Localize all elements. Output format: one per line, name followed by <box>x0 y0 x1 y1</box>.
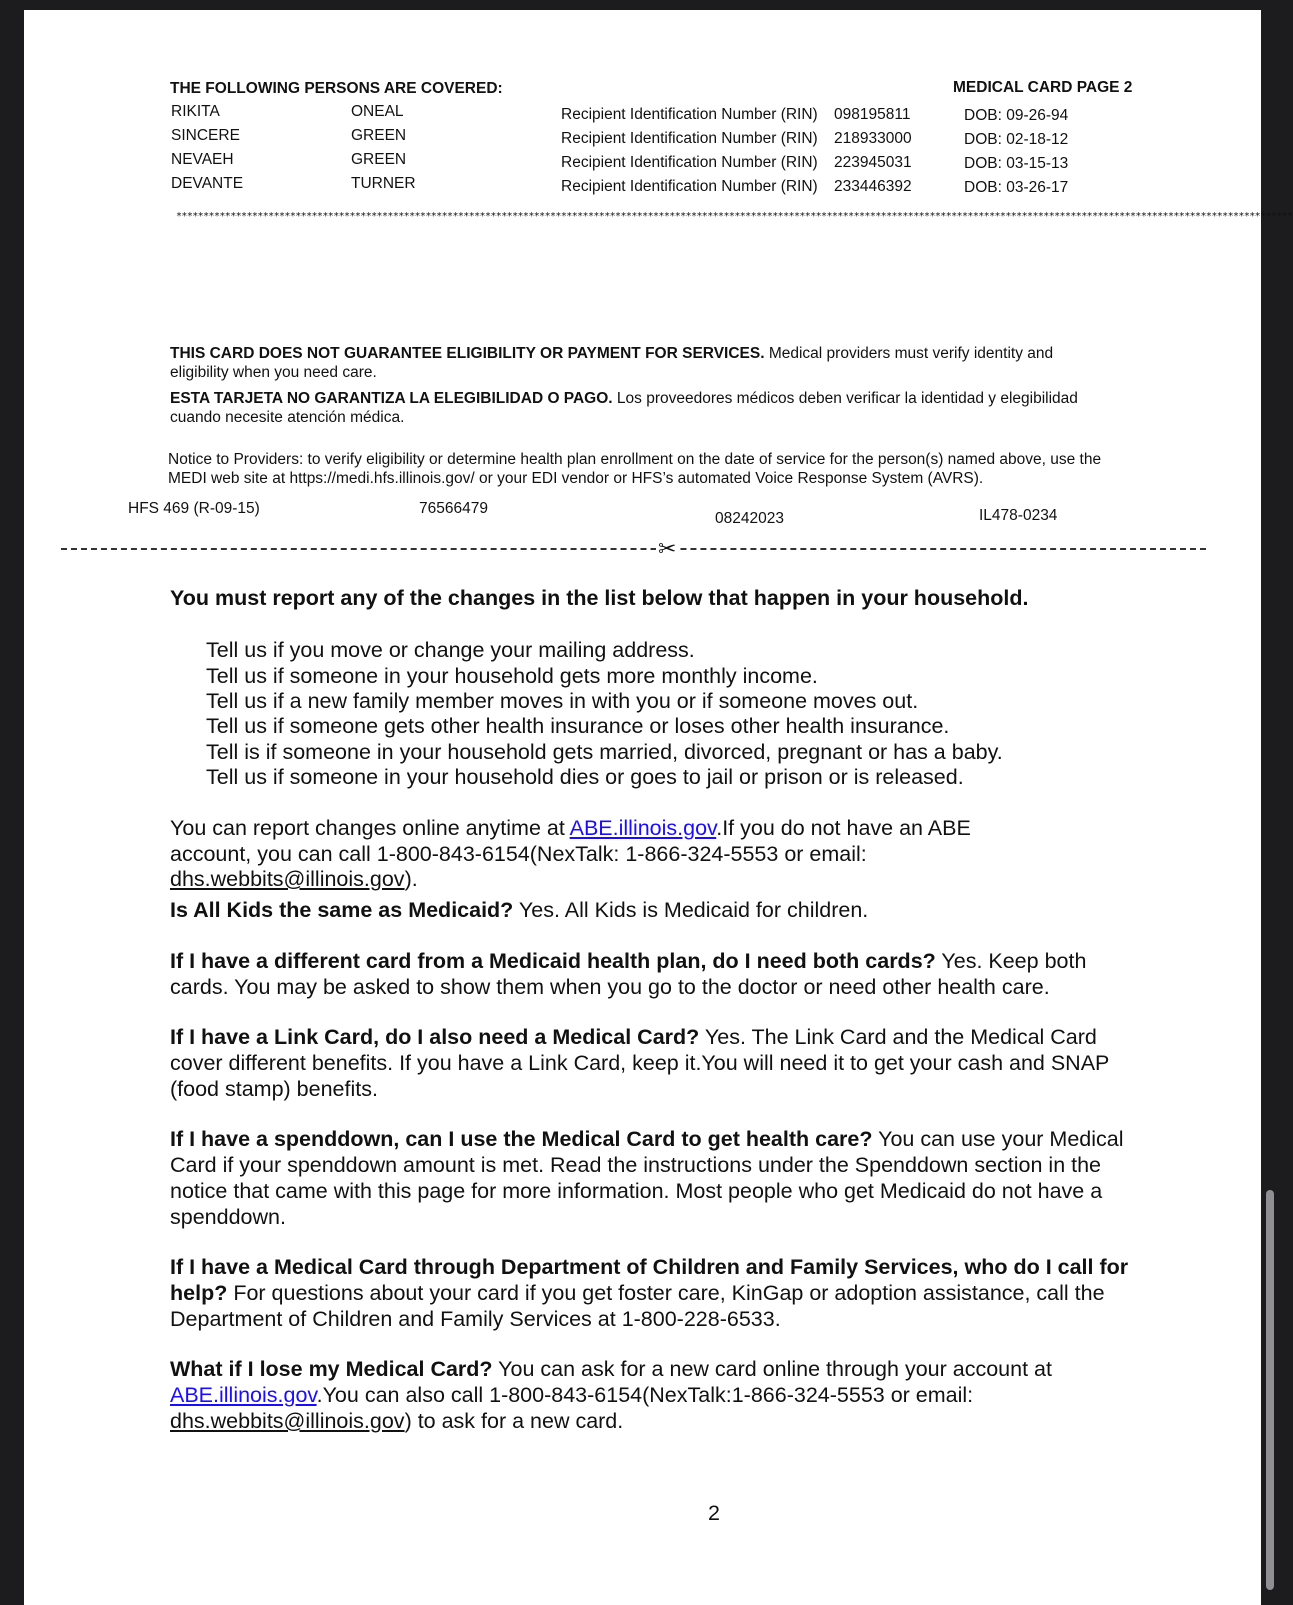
faq-answer: Yes. The Link Card and the Medical Card cover different benefits. If you have a Link Card, keep it.You will need it to get your cash and SNAP (food stamp) benefits. <box>170 1025 1109 1101</box>
last-name: GREEN <box>351 151 407 168</box>
disclaimer-es-bold: ESTA TARJETA NO GARANTIZA LA ELEGIBILIDAD O PAGO. <box>170 390 613 407</box>
faq-answer: Yes. Keep both cards. You may be asked to show them when you go to the doctor or need other health care. <box>170 949 1087 999</box>
faq-question: If I have a Link Card, do I also need a Medical Card? <box>170 1025 700 1049</box>
first-name: SINCERE <box>171 127 240 144</box>
rin-value: 218933000 <box>834 130 912 147</box>
rin-label: Recipient Identification Number (RIN) <box>561 106 818 123</box>
email-link-2[interactable]: dhs.webbits@illinois.gov <box>170 1409 405 1433</box>
dob: DOB: 02-18-12 <box>964 131 1069 148</box>
faq-item <box>170 1126 1150 1230</box>
first-name: DEVANTE <box>171 175 244 192</box>
faq-answer: Yes. All Kids is Medicaid for children. <box>513 898 869 922</box>
online-text: You can report changes online anytime at <box>170 816 570 840</box>
faq-answer: You can use your Medical Card if your spenddown amount is met. Read the instructions under the Spenddown section in the notice that came with this page for more information. Most people who get Medicaid do not have a spenddown. <box>170 1127 1124 1229</box>
lost-card-answer-cont: .You can also call 1-800-843-6154(NexTalk:1-866-324-5553 or email: <box>316 1383 974 1407</box>
faq-answer: For questions about your card if you get foster care, KinGap or adoption assistance, call the Department of Children and Family Services at 1-800-228-6533. <box>170 1281 1105 1331</box>
covered-heading: THE FOLLOWING PERSONS ARE COVERED: <box>170 80 503 97</box>
rin-value: 098195811 <box>834 106 911 123</box>
lost-card-item <box>170 1356 1150 1434</box>
faq-item <box>170 1254 1150 1332</box>
first-name: RIKITA <box>171 103 220 120</box>
form-number: HFS 469 (R-09-15) <box>128 500 260 517</box>
list-item: Tell us if a new family member moves in with you or if someone moves out. <box>206 689 919 713</box>
online-text-cont: .If you do not have an ABE <box>716 816 971 840</box>
list-item: Tell us if you move or change your mailing address. <box>206 638 695 662</box>
last-name: ONEAL <box>351 103 404 120</box>
last-name: TURNER <box>351 175 416 192</box>
rin-value: 223945031 <box>834 154 912 171</box>
disclaimer-en-bold: THIS CARD DOES NOT GUARANTEE ELIGIBILITY OR PAYMENT FOR SERVICES. <box>170 345 765 362</box>
lost-card-answer: You can ask for a new card online through your account at <box>492 1357 1052 1381</box>
online-report-line3 <box>170 866 418 892</box>
dob: DOB: 03-15-13 <box>964 155 1069 172</box>
online-report-line2: account, you can call 1-800-843-6154(NexTalk: 1-866-324-5553 or email: <box>170 842 867 866</box>
rin-value: 233446392 <box>834 178 912 195</box>
faq-question: If I have a Medical Card through Department of Children and Family Services, who do I call for help? <box>170 1255 1129 1305</box>
faq-item <box>170 1024 1150 1102</box>
online-end: ). <box>404 867 418 891</box>
faq-question: If I have a different card from a Medicaid health plan, do I need both cards? <box>170 949 936 973</box>
asterisk-separator: ************************************************************************************************************************************************************************************************************** <box>176 211 1293 222</box>
online-report-line1 <box>170 815 971 841</box>
rin-label: Recipient Identification Number (RIN) <box>561 154 818 171</box>
faq-question: Is All Kids the same as Medicaid? <box>170 898 514 922</box>
page-number: 2 <box>708 1501 720 1525</box>
vertical-scrollbar[interactable] <box>1266 1190 1274 1590</box>
faq-item <box>170 948 1150 1000</box>
page-label: MEDICAL CARD PAGE 2 <box>953 79 1133 96</box>
list-item: Tell is if someone in your household gets married, divorced, pregnant or has a baby. <box>206 740 1003 764</box>
report-heading: You must report any of the changes in the list below that happen in your household. <box>170 586 1029 610</box>
disclaimer-es-line2: cuando necesite atención médica. <box>170 409 405 426</box>
first-name: NEVAEH <box>171 151 234 168</box>
list-item: Tell us if someone in your household dies or goes to jail or prison or is released. <box>206 765 964 789</box>
lost-card-answer-end: ) to ask for a new card. <box>404 1409 624 1433</box>
last-name: GREEN <box>351 127 407 144</box>
code-1: 76566479 <box>419 500 488 517</box>
list-item: Tell us if someone in your household gets more monthly income. <box>206 664 818 688</box>
disclaimer-en <box>170 345 1053 363</box>
scissors-icon: ✂ <box>658 537 677 562</box>
abe-link-2[interactable]: ABE.illinois.gov <box>170 1383 317 1407</box>
dob: DOB: 09-26-94 <box>964 107 1069 124</box>
list-item: Tell us if someone gets other health insurance or loses other health insurance. <box>206 714 950 738</box>
disclaimer-es <box>170 390 1078 408</box>
disclaimer-en-rest: Medical providers must verify identity and <box>764 345 1054 362</box>
disclaimer-en-line2: eligibility when you need care. <box>170 364 377 381</box>
disclaimer-es-rest: Los proveedores médicos deben verificar la identidad y elegibilidad <box>612 390 1078 407</box>
cut-line <box>61 548 1206 550</box>
rin-label: Recipient Identification Number (RIN) <box>561 130 818 147</box>
dob: DOB: 03-26-17 <box>964 179 1069 196</box>
code-3: IL478-0234 <box>979 507 1058 524</box>
lost-card-question: What if I lose my Medical Card? <box>170 1357 493 1381</box>
abe-link[interactable]: ABE.illinois.gov <box>569 816 717 840</box>
rin-label: Recipient Identification Number (RIN) <box>561 178 818 195</box>
faq-item <box>170 897 1150 923</box>
faq-question: If I have a spenddown, can I use the Medical Card to get health care? <box>170 1127 873 1151</box>
notice-line2: MEDI web site at https://medi.hfs.illinois.gov/ or your EDI vendor or HFS’s automated Voice Response System (AVRS). <box>168 470 984 487</box>
code-2: 08242023 <box>715 510 784 527</box>
email-link[interactable]: dhs.webbits@illinois.gov <box>170 867 405 891</box>
notice-line1: Notice to Providers: to verify eligibility or determine health plan enrollment on the date of service for the person(s) named above, use the <box>168 451 1102 468</box>
